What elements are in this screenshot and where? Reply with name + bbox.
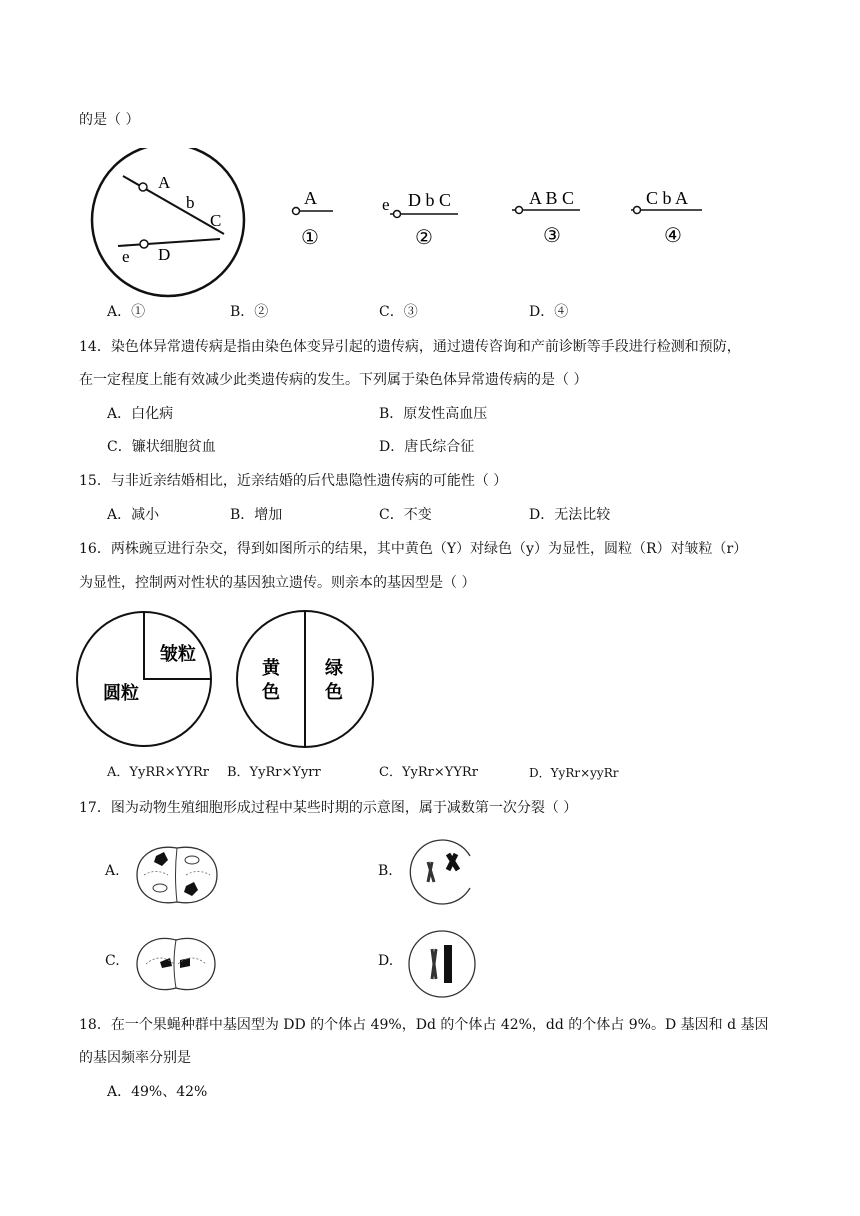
q16-pie-figure <box>76 606 406 752</box>
q16-pie2-right-b: 色 <box>325 682 343 703</box>
q18-stem-line2: 的基因频率分别是 <box>79 1050 191 1066</box>
q13-label-D: D <box>158 245 171 264</box>
q13-chromosome-figure <box>86 148 726 298</box>
q13-stem-tail: 的是（ ） <box>79 112 140 128</box>
q17-stem-line1: 17．图为动物生殖细胞形成过程中某些时期的示意图，属于减数第一次分裂（ ） <box>79 800 578 816</box>
q16-option-d: D．YyRr×yyRr <box>529 766 619 780</box>
q15-option-a: A．减小 <box>107 507 160 523</box>
q13-v3-num: ③ <box>543 225 561 247</box>
q13-label-e: e <box>122 247 130 266</box>
q14-option-b: B．原发性高血压 <box>379 406 488 422</box>
q17-option-c-label: C. <box>105 953 120 969</box>
q16-pie2-left-b: 色 <box>262 682 280 703</box>
q14-option-d: D．唐氏综合征 <box>379 439 475 455</box>
q13-option-d: D．④ <box>529 304 569 320</box>
q17-cell-d <box>406 927 478 1001</box>
q13-v4-num: ④ <box>664 225 682 247</box>
q14-stem-line1: 14．染色体异常遗传病是指由染色体变异引起的遗传病，通过遗传咨询和产前诊断等手段进行检测和预防， <box>79 339 741 355</box>
q15-stem-line1: 15．与非近亲结婚相比，近亲结婚的后代患隐性遗传病的可能性（ ） <box>79 473 508 489</box>
q13-v1-num: ① <box>301 227 319 249</box>
q15-option-c: C．不变 <box>379 507 432 523</box>
q13-v4-text: C b A <box>646 188 689 208</box>
q15-option-b: B．增加 <box>230 507 283 523</box>
q17-option-a-label: A. <box>105 863 120 879</box>
q18-stem-line1: 18．在一个果蝇种群中基因型为 DD 的个体占 49%，Dd 的个体占 42%，dd 的个体占 9%。D 基因和 d 基因 <box>79 1017 769 1033</box>
q13-v2-num: ② <box>415 227 433 249</box>
q16-stem-line1: 16．两株豌豆进行杂交，得到如图所示的结果，其中黄色（Y）对绿色（y）为显性，圆粒（R）对皱粒（r） <box>79 541 748 557</box>
q16-stem-line2: 为显性，控制两对性状的基因独立遗传。则亲本的基因型是（ ） <box>79 575 476 591</box>
q13-v2-left: e <box>382 195 390 214</box>
q13-label-A: A <box>158 173 171 192</box>
q14-option-c: C．镰状细胞贫血 <box>107 439 216 455</box>
q18-option-a: A．49%、42% <box>107 1084 208 1100</box>
q13-label-b: b <box>186 193 195 212</box>
q13-v3-text: A B C <box>529 188 575 208</box>
q17-option-d-label: D. <box>378 953 394 969</box>
q13-v1-text: A <box>304 188 317 208</box>
q17-option-b-label: B. <box>378 863 393 879</box>
q14-stem-line2: 在一定程度上能有效减少此类遗传病的发生。下列属于染色体异常遗传病的是（ ） <box>79 372 588 388</box>
q17-cell-c <box>134 932 218 996</box>
q16-pie1-small-label: 皱粒 <box>160 644 196 665</box>
q16-option-a: A．YyRR×YYRr <box>107 765 209 780</box>
q13-v2-text: D b C <box>408 190 452 210</box>
q16-pie2-left-a: 黄 <box>262 658 280 679</box>
q14-option-a: A．白化病 <box>107 406 174 422</box>
q16-pie2-right-a: 绿 <box>325 658 343 679</box>
q17-cell-b <box>406 836 476 908</box>
q16-option-b: B．YyRr×Yyrr <box>227 765 321 780</box>
q13-option-b: B．② <box>230 304 269 320</box>
q13-option-a: A．① <box>107 304 146 320</box>
q15-option-d: D．无法比较 <box>529 507 611 523</box>
q13-label-C: C <box>210 211 222 230</box>
q13-option-c: C．③ <box>379 304 418 320</box>
q16-pie1-large-label: 圆粒 <box>103 683 139 704</box>
q16-option-c: C．YyRr×YYRr <box>379 765 478 780</box>
q17-cell-a <box>134 842 220 908</box>
